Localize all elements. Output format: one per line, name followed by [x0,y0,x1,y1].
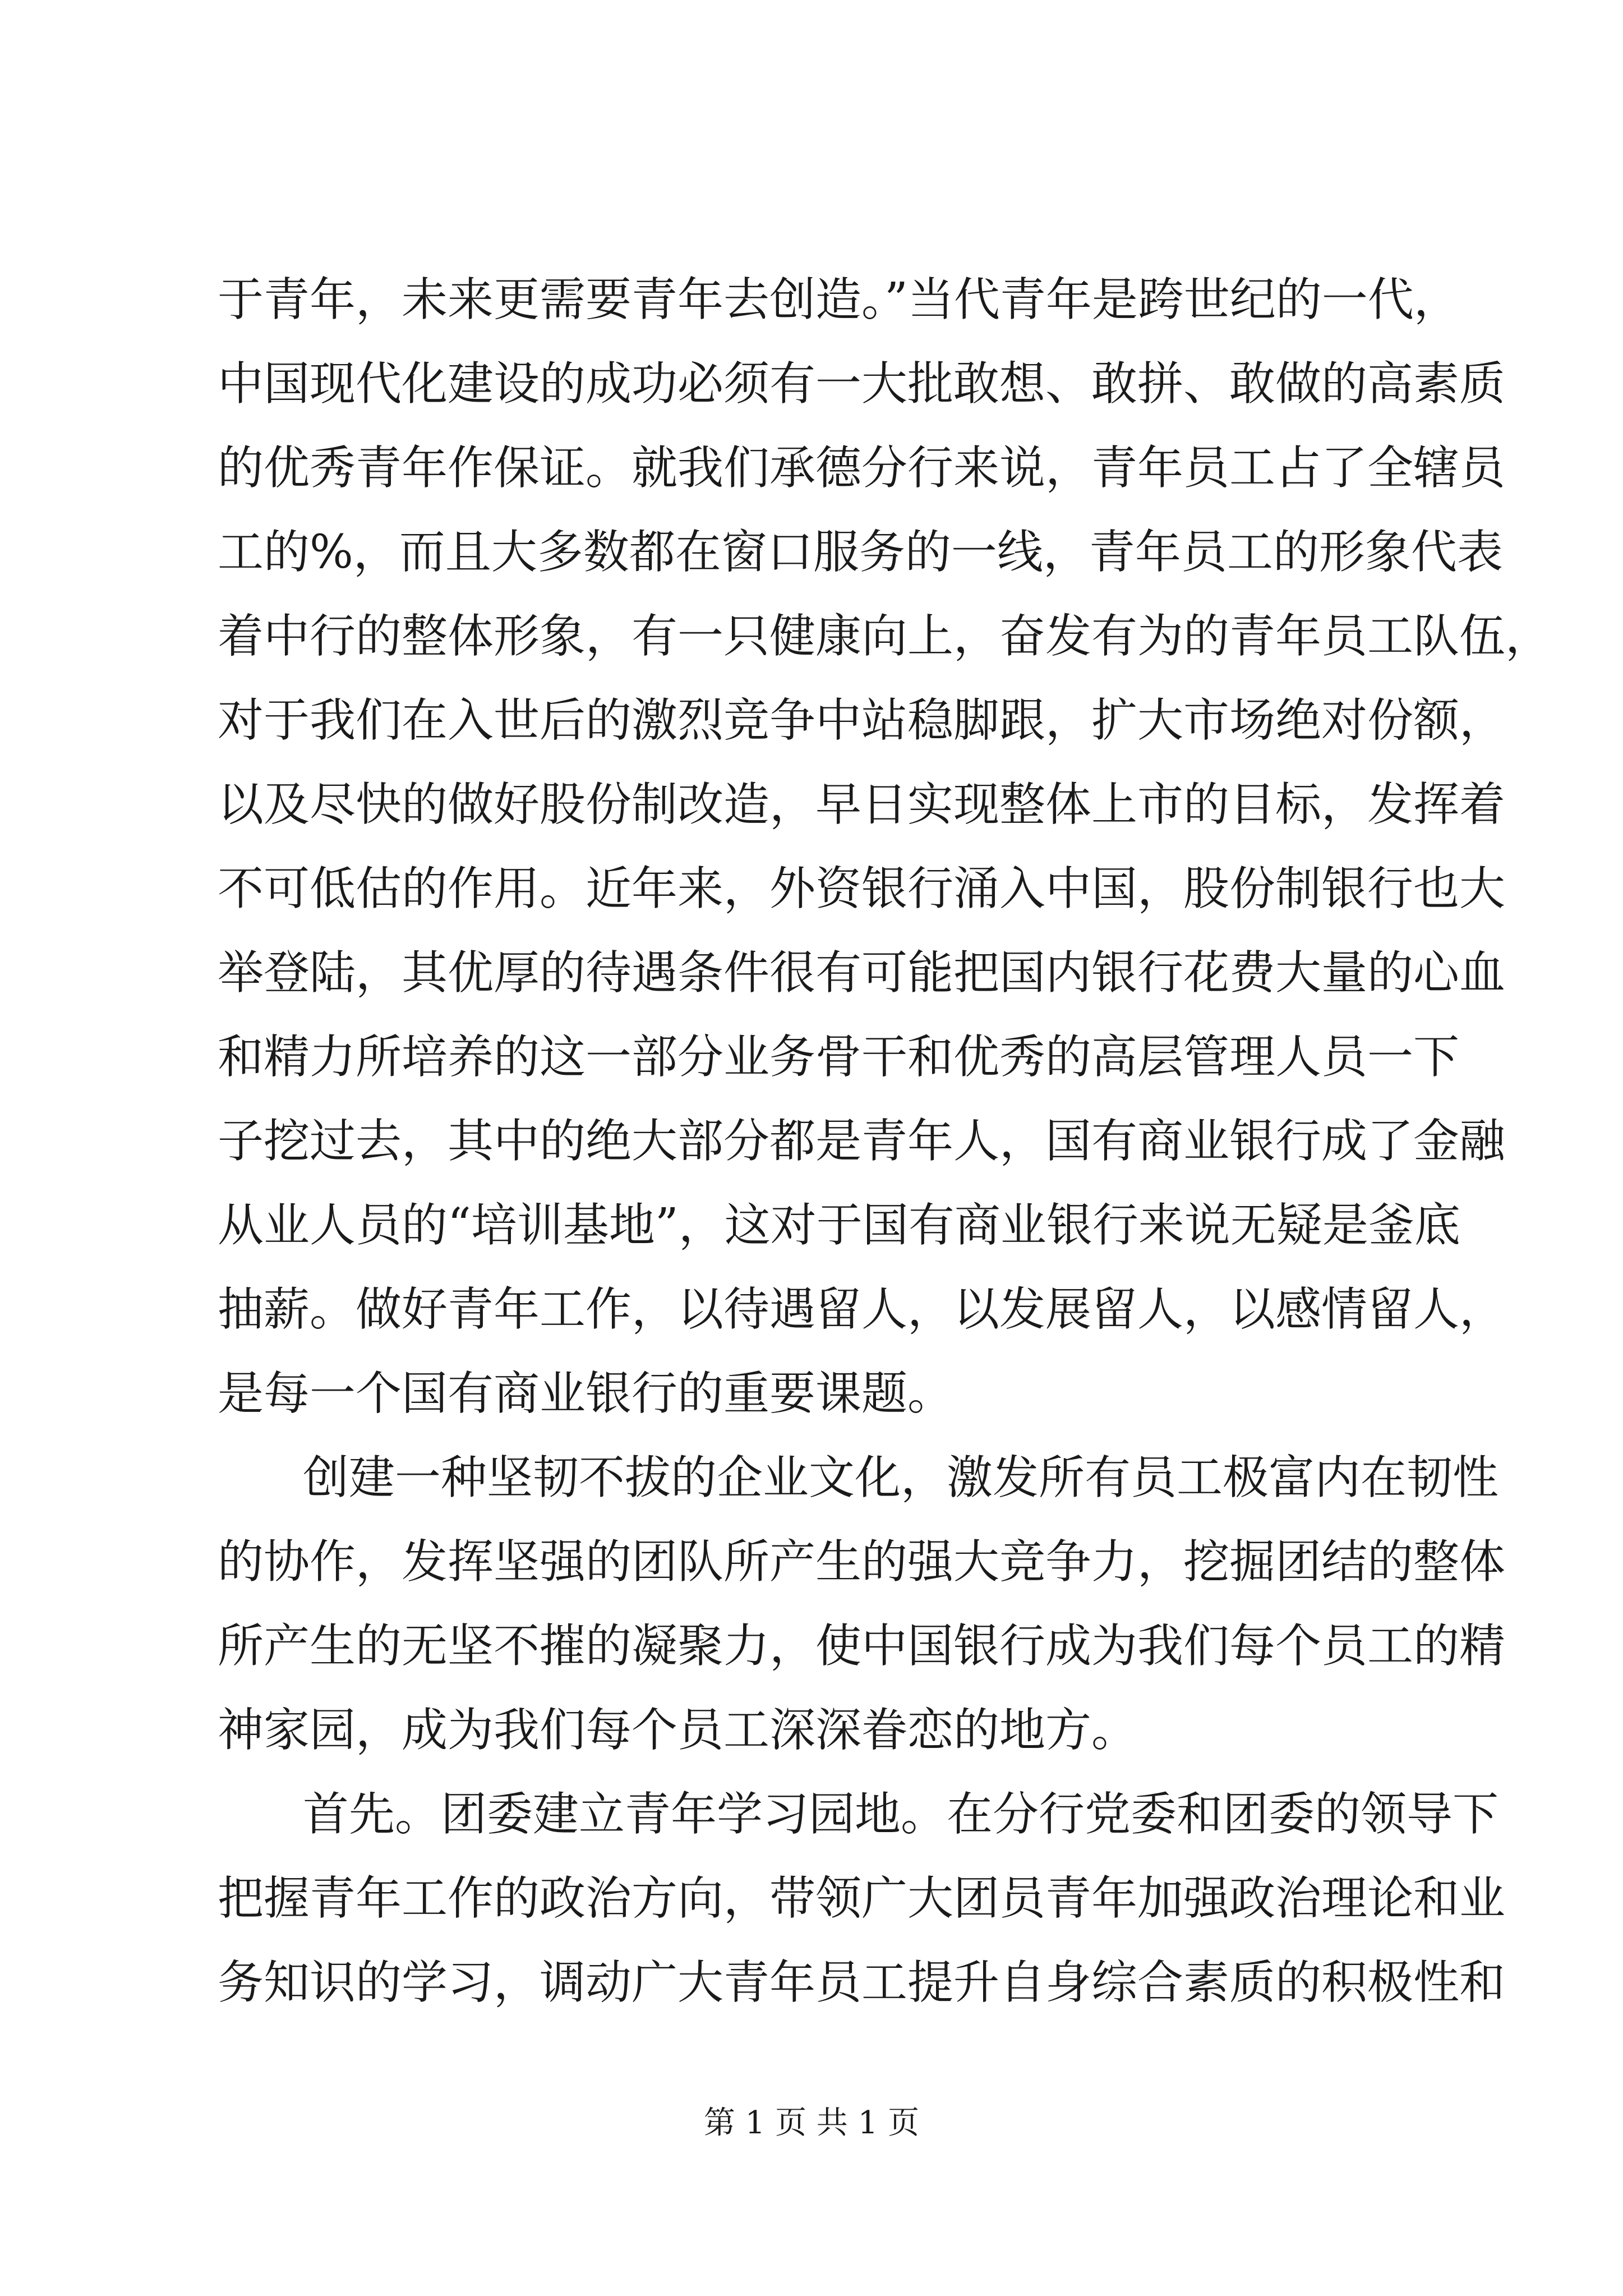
text-line: 所产生的无坚不摧的凝聚力，使中国银行成为我们每个员工的精 [218,1619,1506,1673]
text-line: 的优秀青年作保证。就我们承德分行来说，青年员工占了全辖员 [218,441,1506,495]
text-line: 对于我们在入世后的激烈竞争中站稳脚跟，扩大市场绝对份额， [218,694,1506,747]
text-line: 子挖过去，其中的绝大部分都是青年人，国有商业银行成了金融 [218,1115,1506,1168]
text-line: 的协作，发挥坚强的团队所产生的强大竞争力，挖掘团结的整体 [218,1535,1506,1589]
text-line: 不可低估的作用。近年来，外资银行涌入中国，股份制银行也大 [218,862,1506,915]
text-line: 从业人员的“培训基地”，这对于国有商业银行来说无疑是釜底 [218,1199,1460,1252]
text-line: 于青年，未来更需要青年去创造。”当代青年是跨世纪的一代， [218,273,1460,326]
text-line: 中国现代化建设的成功必须有一大批敢想、敢拼、敢做的高素质 [218,357,1506,411]
text-line: 工的%，而且大多数都在窗口服务的一线，青年员工的形象代表 [218,526,1503,579]
text-line: 把握青年工作的政治方向，带领广大团员青年加强政治理论和业 [218,1872,1506,1925]
text-line: 是每一个国有商业银行的重要课题。 [218,1367,954,1420]
text-line: 务知识的学习，调动广大青年员工提升自身综合素质的积极性和 [218,1956,1506,2009]
text-line: 首先。团委建立青年学习园地。在分行党委和团委的领导下 [303,1788,1499,1841]
text-line: 着中行的整体形象，有一只健康向上，奋发有为的青年员工队伍， [218,610,1552,663]
text-line: 和精力所培养的这一部分业务骨干和优秀的高层管理人员一下 [218,1030,1460,1084]
text-line: 举登陆，其优厚的待遇条件很有可能把国内银行花费大量的心血 [218,946,1506,1000]
text-line: 创建一种坚韧不拔的企业文化，激发所有员工极富内在韧性 [303,1451,1499,1504]
text-line: 神家园，成为我们每个员工深深眷恋的地方。 [218,1704,1138,1757]
text-line: 抽薪。做好青年工作，以待遇留人，以发展留人，以感情留人， [218,1283,1506,1336]
page-number-footer: 第 1 页 共 1 页 [703,2105,920,2141]
text-line: 以及尽快的做好股份制改造，早日实现整体上市的目标，发挥着 [218,778,1506,831]
